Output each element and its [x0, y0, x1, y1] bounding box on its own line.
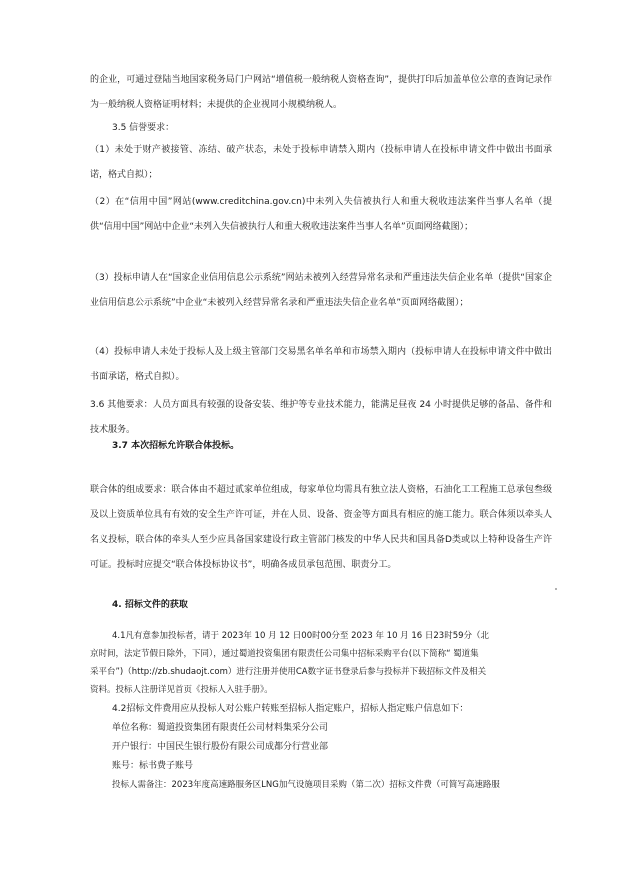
section-4-2-line: 4.2招标文件费用应从投标人对公账户转账至招标人指定账户，招标人指定账户信息如下：	[112, 704, 469, 714]
account-number: 账号：标书费子账号	[112, 761, 194, 771]
credit-item-1: （1）未处于财产被接管、冻结、破产状态，未处于投标申请禁入期内（投标申请人在投标申请文件中做出书面承诺，格式自拟）；	[90, 145, 552, 180]
credit-item-3: （3）投标申请人在“国家企业信用信息公示系统”网站未被列入经营异常名录和严重违法失信企业名单（提供“国家企业信用信息公示系统”中企业“未被列入经营异常名录和严重违法失信企业名单”页面网络截图）；	[90, 273, 552, 308]
qualification-paragraph: 的企业，可通过登陆当地国家税务局门户网站“增值税一般纳税人资格查询”，提供打印后加盖单位公章的查询记录作为一般纳税人资格证明材料；未提供的企业视同小规模纳税人。	[90, 75, 552, 110]
section-heading-3-5: 3.5 信誉要求：	[112, 123, 175, 133]
section-4-1-line-3: 采平台”)（http://zb.shudaojt.com）进行注册并使用CA数字证书登录后参与投标并下载招标文件及相关	[90, 667, 487, 677]
account-bank: 开户银行：中国民生银行股份有限公司成都分行营业部	[112, 742, 329, 752]
account-unit-name: 单位名称：蜀道投资集团有限责任公司材料集采分公司	[112, 723, 329, 733]
section-4-1-line-1: 4.1凡有意参加投标者，请于 2023年 10 月 12 日00时00分至 2023 年 10 月 16 日23时59分（北	[112, 631, 490, 641]
credit-item-4: （4）投标申请人未处于投标人及上级主管部门交易黑名单名单和市场禁入期内（投标申请人在投标申请文件中做出书面承诺，格式自拟）。	[90, 347, 552, 382]
section-3-6-paragraph: 3.6 其他要求：人员方面具有较强的设备安装、维护等专业技术能力，能满足昼夜 24 小时提供足够的备品、备件和技术服务。	[90, 400, 552, 435]
section-heading-3-7: 3.7 本次招标允许联合体投标。	[112, 441, 240, 451]
section-heading-4: 4. 招标文件的获取	[112, 600, 188, 610]
credit-item-2: （2）在“信用中国”网站(www.creditchina.gov.cn)中未列入失信被执行人和重大税收违法案件当事人名单（提供“信用中国”网站中企业“未列入失信被执行人和重大税收违法案件当事人名单”页面网络截图）；	[90, 197, 552, 232]
payment-remark: 投标人需备注：2023年度高速路服务区LNG加气设施项目采购（第二次）招标文件费（可简写高速路服	[112, 780, 500, 790]
section-4-1-line-2: 京时间，法定节假日除外，下同），通过蜀道投资集团有限责任公司集中招标采购平台(以下简称“ 蜀道集	[90, 649, 479, 659]
section-4-1-line-4: 资料。投标人注册详见首页《投标人入驻手册》。	[90, 685, 273, 695]
scan-dot	[555, 588, 557, 590]
consortium-paragraph: 联合体的组成要求：联合体由不超过贰家单位组成，每家单位均需具有独立法人资格，石油化工工程施工总承包叁级及以上资质单位具有有效的安全生产许可证，并在人员、设备、资金等方面具有相应的施工能力。联合体须以牵头人名义投标，联合体的牵头人至少应具备国家建设行政主管部门核发的中华人民共和国具备D类或以上特种设备生产许可证。投标时应提交“联合体投标协议书”，明确各成员承包范围、职责分工。	[90, 485, 552, 570]
